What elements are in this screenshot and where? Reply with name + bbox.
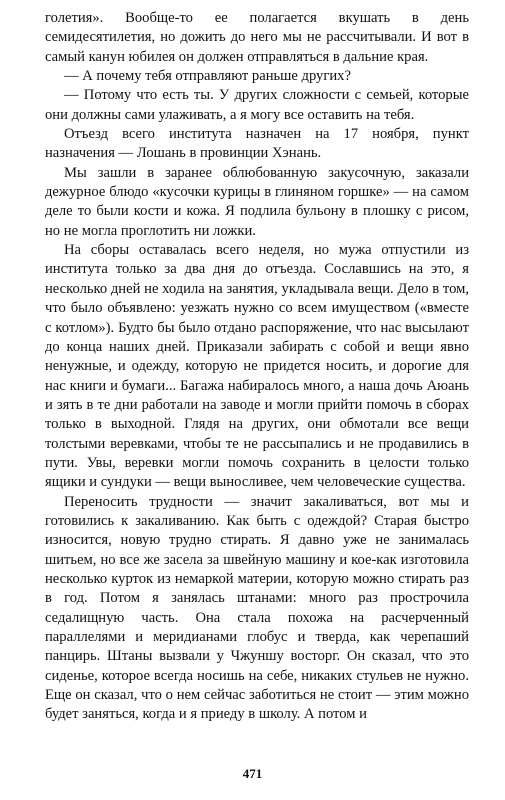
paragraph: Мы зашли в заранее облюбованную закусочную, заказали дежурное блюдо «кусочки курицы в глиняном горшке» — на самом деле то были кости и кожа. Я подлила бульону в плошку с рисом, но не могла проглотить ни ложки. bbox=[45, 164, 469, 239]
page-number: 471 bbox=[242, 766, 263, 781]
paragraph: голетия». Вообще-то ее полагается вкушать в день семидесятилетия, но дожить до него мы не рассчитывали. И вот в самый канун юбилея он должен отправляться в дальние края. bbox=[45, 10, 469, 65]
paragraph: Переносить трудности — значит закаливаться, вот мы и готовились к закаливанию. Как быть с одеждой? Старая быстро износится, новую трудно стирать. Я давно уже не занималась шитьем, но все же засела за швейную машину и кое-как изготовила несколько курток из немаркой материи, которую можно стирать раз в год. Потом я занялась штанами: много раз прострочила седалищную часть. Она стала похожа на расчерченный параллелями и меридианами глобус и тверда, как черепаший панцирь. Штаны вызвали у Чжуншу восторг. Он сказал, что это сиденье, которое всегда носишь на себе, никаких стульев не нужно. Еще он сказал, что о нем сейчас заботиться не стоит — этим можно будет заняться, когда и я приеду в школу. А потом и bbox=[45, 493, 469, 723]
paragraph: — Потому что есть ты. У других сложности с семьей, которые они должны сами улаживать, а я могу все оставить на тебя. bbox=[45, 87, 469, 123]
paragraph: На сборы оставалась всего неделя, но мужа отпустили из института только за два дня до отъезда. Сославшись на это, я несколько дней не ходила на занятия, укладывала вещи. Дело в том, что было объявлено: уезжать нужно со всем имуществом («вместе с котлом»). Будто бы было отдано распоряжение, что нас высылают до конца наших дней. Приказали забирать с собой и вещи явно ненужные, и одежду, которую не придется носить, и дорогие для нас книги и бумаги... Багажа набиралось много, а наша дочь Аюань и зять в те дни работали на заводе и могли прийти помочь в сборах только в выходной. Глядя на других, они обмотали все вещи толстыми веревками, чтобы те не рассыпались и не продавились в пути. Увы, веревки могли помочь сохранить в целости только ящики и сундуки — вещи выносливее, чем человеческие существа. bbox=[45, 242, 469, 491]
paragraph: Отъезд всего института назначен на 17 ноября, пункт назначения — Лошань в провинции Хэнань. bbox=[45, 126, 469, 162]
paragraph: — А почему тебя отправляют раньше других? bbox=[64, 68, 351, 85]
page-text-body bbox=[45, 9, 469, 725]
